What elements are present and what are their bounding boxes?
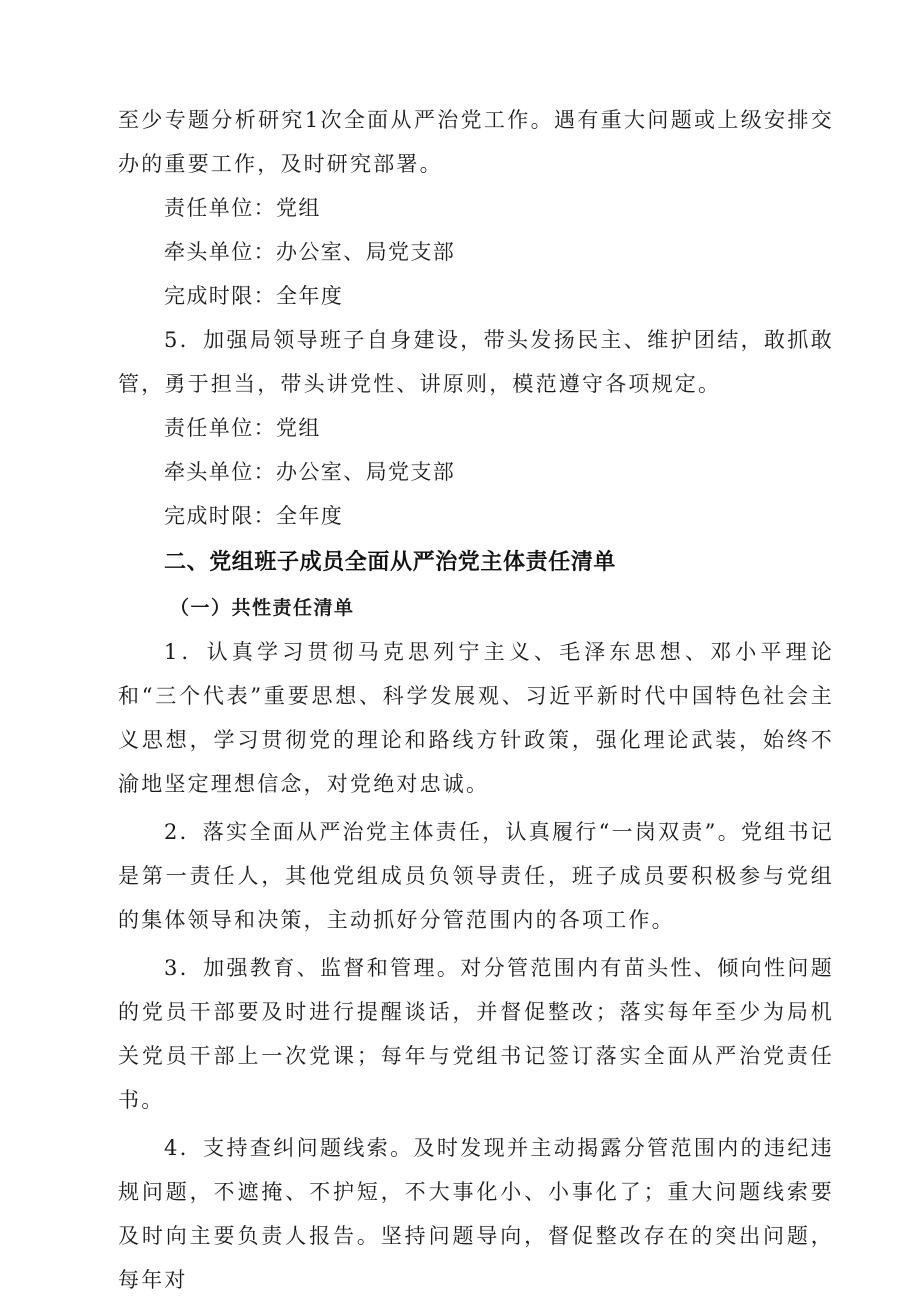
list-item: 1．认真学习贯彻马克思列宁主义、毛泽东思想、邓小平理论和“三个代表”重要思想、科学发展观、习近平新时代中国特色社会主义思想，学习贯彻党的理论和路线方针政策，强化理论武装，始终不渝地坚定理想信念，对党绝对忠诚。: [118, 640, 834, 796]
list-item: 4．支持查纠问题线索。及时发现并主动揭露分管范围内的违纪违规问题，不遮掩、不护短，不大事化小、小事化了；重大问题线索要及时向主要负责人报告。坚持问题导向，督促整改存在的突出问题，每年对: [118, 1136, 834, 1292]
deadline: 完成时限：全年度: [164, 284, 344, 308]
responsible-unit: 责任单位：党组: [164, 416, 321, 440]
list-item: 3．加强教育、监督和管理。对分管范围内有苗头性、倾向性问题的党员干部要及时进行提醒谈话，并督促整改；落实每年至少为局机关党员干部上一次党课；每年与党组书记签订落实全面从严治党责任书。: [118, 956, 834, 1112]
section-heading: 二、党组班子成员全面从严治党主体责任清单: [164, 550, 617, 575]
paragraph-continuation: 至少专题分析研究1次全面从严治党工作。遇有重大问题或上级安排交办的重要工作，及时研究部署。: [118, 108, 834, 176]
lead-unit: 牵头单位：办公室、局党支部: [164, 240, 456, 264]
item-5: 5．加强局领导班子自身建设，带头发扬民主、维护团结，敢抓敢管，勇于担当，带头讲党性、讲原则，模范遵守各项规定。: [118, 328, 834, 396]
list-item: 2．落实全面从严治党主体责任，认真履行“一岗双责”。党组书记是第一责任人，其他党组成员负领导责任，班子成员要积极参与党组的集体领导和决策，主动抓好分管范围内的各项工作。: [118, 820, 834, 932]
lead-unit: 牵头单位：办公室、局党支部: [164, 460, 456, 484]
responsible-unit: 责任单位：党组: [164, 196, 321, 220]
deadline: 完成时限：全年度: [164, 504, 344, 528]
subsection-heading: （一）共性责任清单: [170, 597, 355, 619]
